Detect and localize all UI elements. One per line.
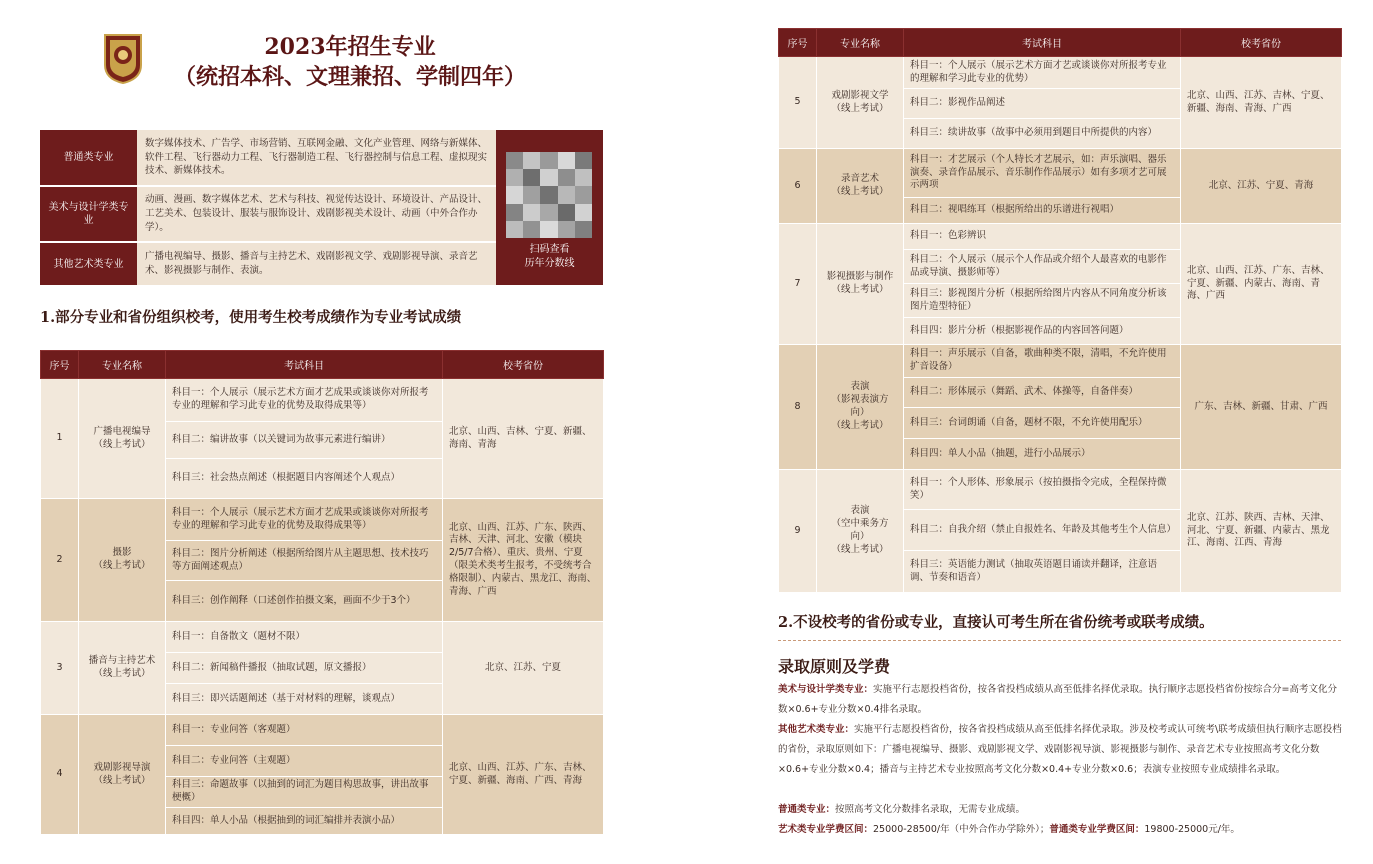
exam-subject: 科目二：新闻稿件播报（抽取试题，原文播报） [166, 653, 443, 684]
program-provinces: 广东、吉林、新疆、甘肃、广西 [1181, 345, 1342, 470]
program-no: 1 [41, 379, 79, 499]
fee-label: 艺术类专业学费区间： [778, 824, 874, 835]
admission-other-art [778, 720, 1343, 780]
program-no: 9 [779, 470, 817, 593]
exam-subject: 科目一：个人展示（展示艺术方面才艺成果或谈谈你对所报考专业的理解和学习此专业的优势及取得成果等） [166, 499, 443, 541]
program-provinces: 北京、江苏、陕西、吉林、天津、河北、宁夏、新疆、内蒙古、黑龙江、海南、江西、青海 [1181, 470, 1342, 593]
category-majors: 数字媒体技术、广告学、市场营销、互联网金融、文化产业管理、网络与新媒体、软件工程、飞行器动力工程、飞行器制造工程、飞行器控制与信息工程、虚拟现实技术、新媒体技术。 [137, 130, 496, 185]
program-provinces: 北京、山西、江苏、广东、吉林、宁夏、新疆、内蒙古、海南、青海、广西 [1181, 224, 1342, 345]
program-provinces: 北京、江苏、宁夏、青海 [1181, 149, 1342, 224]
admission-label: 其他艺术类专业： [778, 724, 855, 735]
program-provinces: 北京、山西、江苏、广东、陕西、吉林、天津、河北、安徽（模块2/5/7合格）、重庆、贵州、宁夏（限美术类考生报考，不受统考合格限制）、内蒙古、黑龙江、海南、青海、广西 [443, 499, 604, 622]
program-group-7 [779, 224, 1342, 345]
program-no: 4 [41, 715, 79, 835]
left-page [0, 0, 686, 864]
program-provinces: 北京、山西、江苏、广东、吉林、宁夏、新疆、海南、广西、青海 [443, 715, 604, 835]
exam-subject: 科目二：视唱练耳（根据所给出的乐谱进行视唱） [904, 198, 1181, 224]
page-title-line2: （统招本科、文理兼招、学制四年） [173, 64, 526, 90]
exam-subject: 科目一：声乐展示（自备，歌曲种类不限，清唱，不允许使用扩音设备） [904, 345, 1181, 378]
program-provinces: 北京、山西、江苏、吉林、宁夏、新疆、海南、青海、广西 [1181, 57, 1342, 149]
exam-subject: 科目四：单人小品（抽题，进行小品展示） [904, 439, 1181, 470]
admission-general [778, 800, 1343, 820]
program-group-6 [779, 149, 1342, 224]
program-group-2 [41, 499, 604, 622]
category-majors: 广播电视编导、摄影、播音与主持艺术、戏剧影视文学、戏剧影视导演、录音艺术、影视摄影与制作、表演。 [137, 243, 496, 285]
exam-subject: 科目一：专业问答（客观题） [166, 715, 443, 746]
admission-label: 美术与设计学类专业： [778, 684, 874, 695]
program-group-1 [41, 379, 604, 499]
section1-title: 1.部分专业和省份组织校考，使用考生校考成绩作为专业考试成绩 [40, 309, 462, 326]
exam-subject: 科目二：自我介绍（禁止自报姓名、年龄及其他考生个人信息） [904, 510, 1181, 551]
tuition-fees [778, 820, 1343, 840]
program-no: 6 [779, 149, 817, 224]
admission-art-design [778, 680, 1343, 720]
program-no: 3 [41, 622, 79, 715]
program-major: 戏剧影视导演 （线上考试） [79, 715, 166, 835]
program-major: 影视摄影与制作 （线上考试） [817, 224, 904, 345]
program-major: 表演 （空中乘务方向） （线上考试） [817, 470, 904, 593]
header-subjects: 考试科目 [166, 351, 443, 379]
program-provinces: 北京、江苏、宁夏 [443, 622, 604, 715]
exam-subject: 科目三：命题故事（以抽到的词汇为题目构思故事，讲出故事梗概） [166, 777, 443, 808]
exam-subject: 科目一：个人形体、形象展示（按拍摄指令完成，全程保持微笑） [904, 470, 1181, 510]
qr-code-icon[interactable] [506, 152, 592, 238]
program-major: 戏剧影视文学 （线上考试） [817, 57, 904, 149]
program-major: 摄影 （线上考试） [79, 499, 166, 622]
exam-table-right [778, 28, 1342, 593]
exam-subject: 科目一：个人展示（展示艺术方面才艺成果或谈谈你对所报考专业的理解和学习此专业的优势及取得成果等） [166, 379, 443, 422]
exam-subject: 科目四：影片分析（根据影视作品的内容回答问题） [904, 318, 1181, 345]
program-group-4 [41, 715, 604, 835]
exam-table-left [40, 350, 604, 835]
program-group-9 [779, 470, 1342, 593]
program-major: 广播电视编导 （线上考试） [79, 379, 166, 499]
program-no: 8 [779, 345, 817, 470]
category-majors: 动画、漫画、数字媒体艺术、艺术与科技、视觉传达设计、环境设计、产品设计、工艺美术、包装设计、服装与服饰设计、戏剧影视美术设计、动画（中外合作办学）。 [137, 187, 496, 241]
admission-text: 按照高考文化分数排名录取，无需专业成绩。 [835, 804, 1026, 815]
exam-subject: 科目三：社会热点阐述（根据题目内容阐述个人观点） [166, 459, 443, 499]
exam-subject: 科目四：单人小品（根据抽到的词汇编排并表演小品） [166, 808, 443, 835]
fee-label: 普通类专业学费区间： [1049, 824, 1145, 835]
exam-subject: 科目三：即兴话题阐述（基于对材料的理解，谈观点） [166, 684, 443, 715]
program-no: 2 [41, 499, 79, 622]
header-major: 专业名称 [79, 351, 166, 379]
category-label: 普通类专业 [40, 130, 137, 185]
header-no: 序号 [41, 351, 79, 379]
exam-subject: 科目一：才艺展示（个人特长才艺展示，如：声乐演唱、器乐演奏、录音作品展示、音乐制作作品展示）如有多项才艺可展示两项 [904, 149, 1181, 198]
exam-subject: 科目一：色彩辨识 [904, 224, 1181, 250]
exam-subject: 科目一：自备散文（题材不限） [166, 622, 443, 653]
exam-subject: 科目三：台词朗诵（自备，题材不限，不允许使用配乐） [904, 408, 1181, 439]
header-subjects: 考试科目 [904, 29, 1181, 57]
exam-subject: 科目二：图片分析阐述（根据所给图片从主题思想、技术技巧等方面阐述观点） [166, 541, 443, 581]
fee-text: 25000-28500/年（中外合作办学除外）； [873, 824, 1050, 835]
admission-text: 实施平行志愿投档省份，按各省投档成绩从高至低排名择优录取。涉及校考或认可统考\联考成绩但执行顺序志愿投档的省份，录取原则如下：广播电视编导、摄影、戏剧影视文学、戏剧影视导演、影视摄影与制作、录音艺术专业按照高考文化分数×0.6+专业分数×0.4；播音与主持艺术专业按照高考文化分数×0.4+专业分数×0.6；表演专业按照专业成绩排名录取。 [778, 724, 1342, 775]
exam-subject: 科目三：英语能力测试（抽取英语题目诵读并翻译，注意语调、节奏和语音） [904, 551, 1181, 593]
header-no: 序号 [779, 29, 817, 57]
program-no: 7 [779, 224, 817, 345]
exam-subject: 科目一：个人展示（展示艺术方面才艺或谈谈你对所报考专业的理解和学习此专业的优势） [904, 57, 1181, 89]
dashed-divider [778, 640, 1341, 641]
section2-title: 2.不设校考的省份或专业，直接认可考生所在省份统考或联考成绩。 [778, 614, 1214, 631]
qr-caption: 扫码查看 历年分数线 [524, 244, 575, 269]
right-page [686, 0, 1373, 864]
university-emblem-icon [101, 31, 145, 85]
exam-subject: 科目二：编讲故事（以关键词为故事元素进行编讲） [166, 422, 443, 459]
program-major: 播音与主持艺术 （线上考试） [79, 622, 166, 715]
category-label: 其他艺术类专业 [40, 243, 137, 285]
program-provinces: 北京、山西、吉林、宁夏、新疆、海南、青海 [443, 379, 604, 499]
exam-subject: 科目二：形体展示（舞蹈、武术、体操等，自备伴奏） [904, 378, 1181, 408]
header-major: 专业名称 [817, 29, 904, 57]
program-group-8 [779, 345, 1342, 470]
program-no: 5 [779, 57, 817, 149]
exam-subject: 科目二：影视作品阐述 [904, 89, 1181, 119]
exam-subject: 科目二：专业问答（主观题） [166, 746, 443, 777]
category-row-art-design [40, 187, 496, 243]
category-label: 美术与设计学类专业 [40, 187, 137, 241]
category-row-general [40, 130, 496, 187]
fee-text: 19800-25000元/年。 [1144, 824, 1240, 835]
program-major: 表演 （影视表演方向） （线上考试） [817, 345, 904, 470]
exam-subject: 科目二：个人展示（展示个人作品或介绍个人最喜欢的电影作品或导演、摄影师等） [904, 250, 1181, 284]
exam-subject: 科目三：续讲故事（故事中必须用到题目中所提供的内容） [904, 119, 1181, 149]
exam-subject: 科目三：影视图片分析（根据所给图片内容从不同角度分析该图片造型特征） [904, 284, 1181, 318]
category-table [40, 130, 603, 285]
page-title-line1: 2023年招生专业 [264, 34, 436, 60]
program-group-3 [41, 622, 604, 715]
program-group-5 [779, 57, 1342, 149]
header-provinces: 校考省份 [443, 351, 604, 379]
admission-text: 实施平行志愿投档省份，按各省投档成绩从高至低排名择优录取。执行顺序志愿投档省份按综合分=高考文化分数×0.6+专业分数×0.4排名录取。 [778, 684, 1337, 715]
admission-label: 普通类专业： [778, 804, 836, 815]
qr-panel [496, 130, 603, 285]
section3-title: 录取原则及学费 [778, 657, 891, 676]
exam-subject: 科目三：创作阐释（口述创作拍摄文案，画面不少于3个） [166, 581, 443, 622]
header-provinces: 校考省份 [1181, 29, 1342, 57]
category-row-other-art [40, 243, 496, 285]
program-major: 录音艺术 （线上考试） [817, 149, 904, 224]
